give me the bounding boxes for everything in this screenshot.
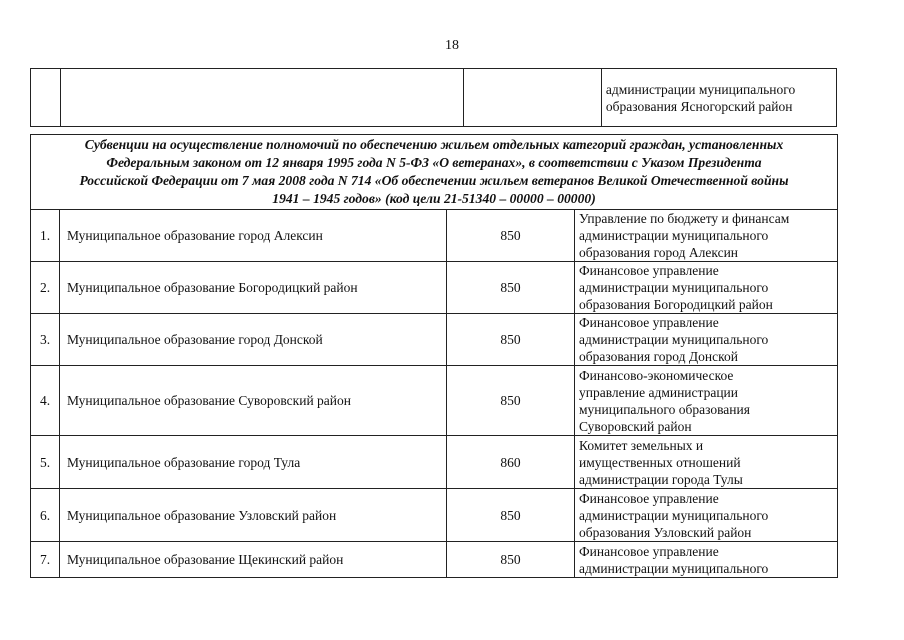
org-line: образования город Донской	[579, 349, 738, 364]
table-row	[31, 542, 838, 578]
organization-cell	[575, 489, 838, 542]
org-line: Финансовое управление	[579, 490, 719, 506]
organization-cell	[575, 542, 838, 578]
municipality-cell: Муниципальное образование Узловский район	[60, 489, 447, 542]
organization-cell	[575, 210, 838, 262]
municipality-cell: Муниципальное образование Суворовский район	[60, 366, 447, 436]
org-line: образования Ясногорский район	[605, 98, 793, 114]
section-header-row	[31, 135, 838, 210]
table-row	[31, 489, 838, 542]
table-row	[31, 69, 837, 127]
code-cell: 850	[447, 262, 575, 314]
org-line: администрации муниципального	[579, 507, 769, 523]
org-line: администрации муниципального	[579, 332, 769, 347]
section-header	[31, 135, 838, 210]
section-header-line: 1941 – 1945 годов» (код цели 21-51340 – 00000 – 00000)	[272, 191, 596, 206]
subvention-table	[30, 134, 838, 578]
code-cell	[463, 69, 601, 127]
org-line: Суворовский район	[579, 418, 692, 434]
table-row	[31, 436, 838, 489]
org-line: образования город Алексин	[579, 245, 739, 260]
code-cell: 860	[447, 436, 575, 489]
table-row	[31, 314, 838, 366]
organization-cell	[575, 262, 838, 314]
code-cell: 850	[447, 210, 575, 262]
org-line: Финансово-экономическое	[579, 367, 734, 383]
municipality-cell: Муниципальное образование город Алексин	[60, 210, 447, 262]
row-number-cell	[31, 69, 61, 127]
row-number-cell: 3.	[31, 314, 60, 366]
org-line: администрации муниципального	[579, 280, 769, 295]
municipality-cell: Муниципальное образование город Тула	[60, 436, 447, 489]
organization-cell	[575, 314, 838, 366]
organization-cell	[601, 69, 836, 127]
org-line: имущественных отношений	[579, 454, 741, 470]
org-line: администрации города Тулы	[579, 471, 743, 487]
page-number: 18	[445, 38, 459, 53]
row-number-cell: 7.	[31, 542, 60, 578]
municipality-cell: Муниципальное образование Щекинский район	[60, 542, 447, 578]
org-line: Финансовое управление	[579, 315, 719, 330]
org-line: администрации муниципального	[579, 228, 769, 243]
municipality-cell	[61, 69, 463, 127]
organization-cell	[575, 436, 838, 489]
org-line: Комитет земельных и	[579, 437, 704, 453]
section-header-line: Субвенции на осуществление полномочий по обеспечению жильем отдельных категорий граждан, установленных	[84, 137, 784, 152]
org-line: Управление по бюджету и финансам	[579, 211, 790, 226]
municipality-cell: Муниципальное образование город Донской	[60, 314, 447, 366]
table-row	[31, 210, 838, 262]
code-cell: 850	[447, 542, 575, 578]
table-row	[31, 366, 838, 436]
row-number-cell: 4.	[31, 366, 60, 436]
row-number-cell: 1.	[31, 210, 60, 262]
org-line: образования Узловский район	[579, 524, 752, 540]
section-header-line: Федеральным законом от 12 января 1995 года N 5-ФЗ «О ветеранах», в соответствии с Указом Президента	[106, 155, 762, 170]
org-line: администрации муниципального	[579, 560, 769, 576]
org-line: управление администрации	[579, 384, 739, 400]
section-header-line: Российской Федерации от 7 мая 2008 года N 714 «Об обеспечении жильем ветеранов Великой Отечественной войны	[79, 173, 789, 188]
code-cell: 850	[447, 489, 575, 542]
org-line: образования Богородицкий район	[579, 297, 773, 312]
organization-cell	[575, 366, 838, 436]
table-row	[31, 262, 838, 314]
row-number-cell: 2.	[31, 262, 60, 314]
org-line: Финансовое управление	[579, 263, 719, 278]
org-line: администрации муниципального	[605, 81, 796, 97]
org-line: Финансовое управление	[579, 543, 719, 559]
previous-table-fragment	[30, 68, 837, 127]
code-cell: 850	[447, 314, 575, 366]
org-line: муниципального образования	[579, 401, 750, 417]
code-cell: 850	[447, 366, 575, 436]
row-number-cell: 5.	[31, 436, 60, 489]
row-number-cell: 6.	[31, 489, 60, 542]
municipality-cell: Муниципальное образование Богородицкий район	[60, 262, 447, 314]
